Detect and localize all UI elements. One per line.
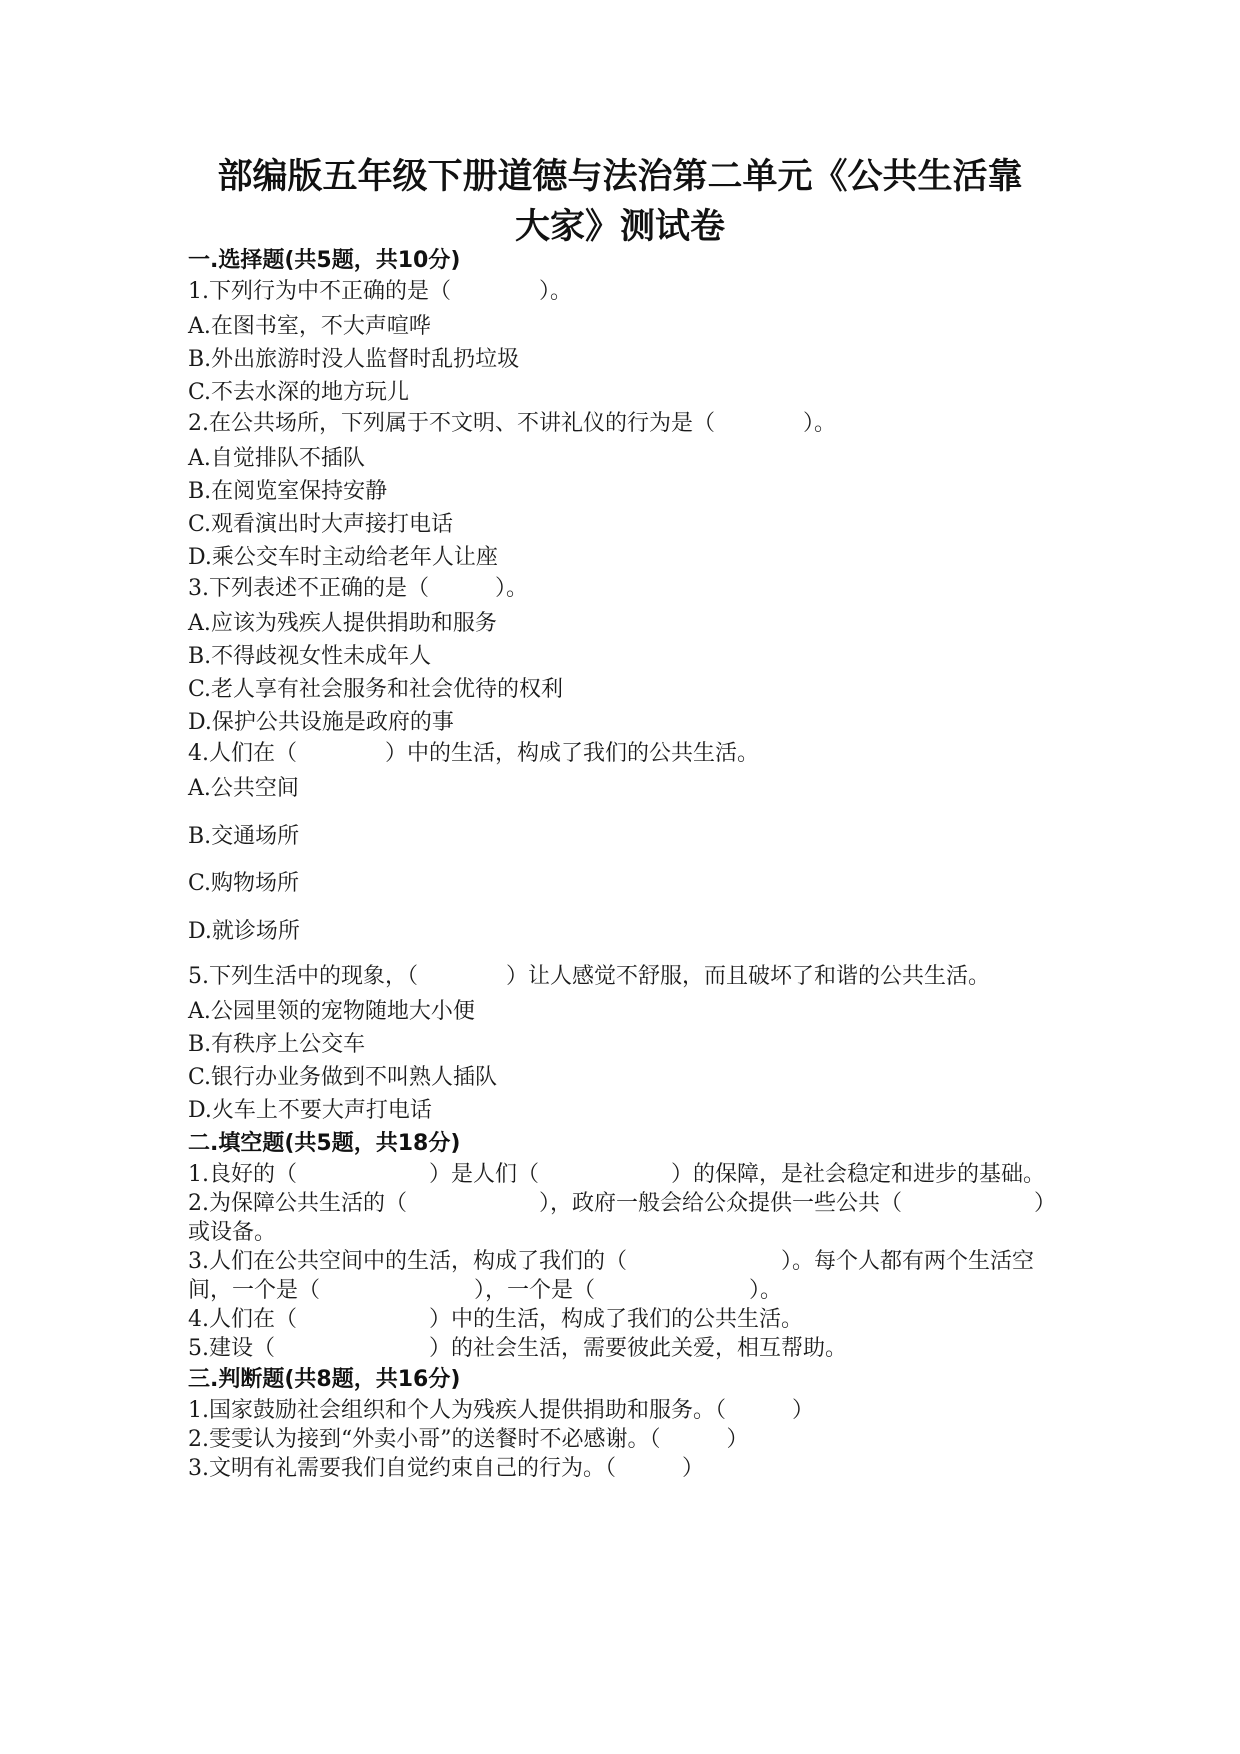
answer-option: C.老人享有社会服务和社会优待的权利 [188,677,564,702]
answer-option: D.保护公共设施是政府的事 [188,710,454,735]
answer-option: A.公园里领的宠物随地大小便 [188,999,475,1024]
fill-blank-question: 2.为保障公共生活的（ ），政府一般会给公众提供一些公共（ ）或设备。 [188,1191,1056,1245]
question-stem: 1.下列行为中不正确的是（ ）。 [188,279,572,304]
question-stem: 3.下列表述不正确的是（ ）。 [188,576,528,601]
answer-option: A.应该为残疾人提供捐助和服务 [188,611,497,636]
question-stem: 2.在公共场所，下列属于不文明、不讲礼仪的行为是（ ）。 [188,411,836,436]
answer-option: B.交通场所 [188,823,300,849]
exam-title [180,152,1060,252]
section-heading-fill-blank: 二.填空题(共5题，共18分) [188,1131,461,1156]
exam-title-line-2: 大家》测试卷 [514,207,725,247]
answer-option: B.有秩序上公交车 [188,1032,366,1057]
answer-option: D.火车上不要大声打电话 [188,1098,432,1123]
question-stem: 4.人们在（ ）中的生活，构成了我们的公共生活。 [188,741,759,766]
answer-option: B.不得歧视女性未成年人 [188,644,432,669]
fill-blank-question: 5.建设（ ）的社会生活，需要彼此关爱，相互帮助。 [188,1336,847,1361]
fill-blank-question: 4.人们在（ ）中的生活，构成了我们的公共生活。 [188,1307,803,1332]
section-heading-judgement: 三.判断题(共8题，共16分) [188,1367,461,1392]
fill-blank-question: 1.良好的（ ）是人们（ ）的保障，是社会稳定和进步的基础。 [188,1162,1045,1187]
judgement-question: 1.国家鼓励社会组织和个人为残疾人提供捐助和服务。（ ） [188,1398,814,1423]
answer-option: B.外出旅游时没人监督时乱扔垃圾 [188,347,520,372]
section-heading-choice: 一.选择题(共5题，共10分) [188,248,461,273]
answer-option: C.银行办业务做到不叫熟人插队 [188,1065,498,1090]
exam-content [188,244,1058,1483]
answer-option: C.购物场所 [188,871,300,896]
answer-option: A.自觉排队不插队 [188,446,365,471]
exam-title-line-1: 部编版五年级下册道德与法治第二单元《公共生活靠 [217,157,1023,197]
answer-option: D.乘公交车时主动给老年人让座 [188,545,498,570]
judgement-question: 2.雯雯认为接到“外卖小哥”的送餐时不必感谢。（ ） [188,1427,749,1452]
answer-option: D.就诊场所 [188,918,300,944]
fill-blank-question: 3.人们在公共空间中的生活，构成了我们的（ ）。每个人都有两个生活空间，一个是（ ），一个是（ ）。 [188,1249,1034,1303]
answer-option: C.观看演出时大声接打电话 [188,512,454,537]
answer-option: A.公共空间 [188,776,299,801]
question-stem: 5.下列生活中的现象，（ ）让人感觉不舒服，而且破坏了和谐的公共生活。 [188,964,990,989]
answer-option: A.在图书室，不大声喧哗 [188,314,431,339]
judgement-question: 3.文明有礼需要我们自觉约束自己的行为。（ ） [188,1456,704,1481]
answer-option: B.在阅览室保持安静 [188,479,388,504]
answer-option: C.不去水深的地方玩儿 [188,380,410,405]
